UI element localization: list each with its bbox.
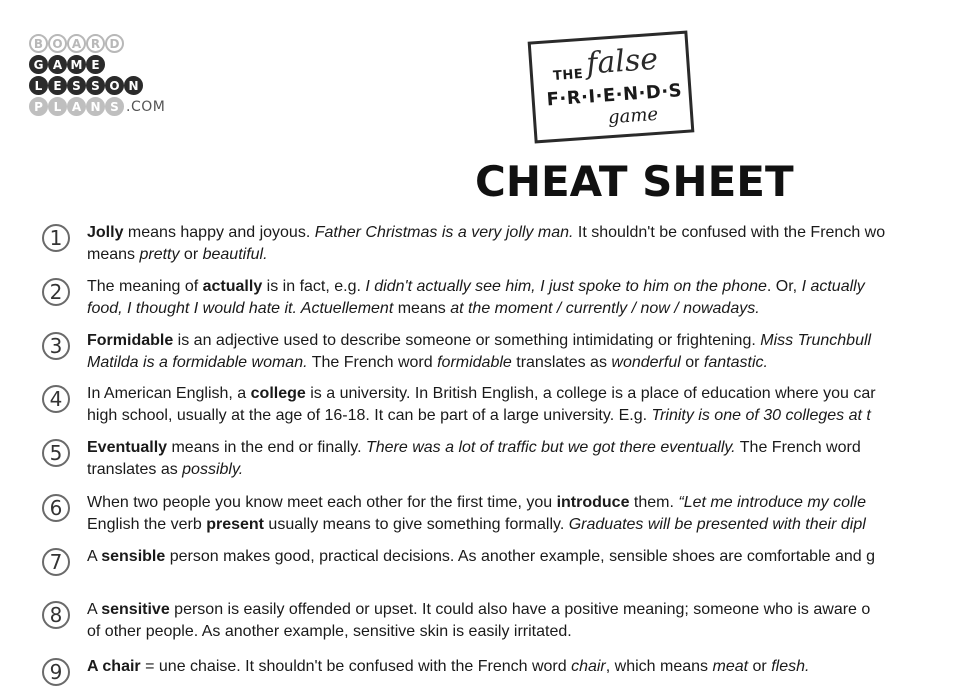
item-text-line xyxy=(87,222,976,244)
italic-example: flesh. xyxy=(771,658,810,675)
logo-letter-circle: A xyxy=(67,97,86,116)
item-number-badge: 5 xyxy=(42,439,70,467)
italic-example: Miss Trunchbull xyxy=(760,332,872,349)
italic-example: Father Christmas is a very jolly man. xyxy=(314,224,574,241)
item-text-line xyxy=(87,514,976,536)
item-text-line xyxy=(87,405,976,427)
item-text xyxy=(87,383,976,427)
item-text-line xyxy=(87,492,976,514)
italic-example: I actually xyxy=(801,278,865,295)
text-segment: When two people you know meet each other for the first time, you xyxy=(87,494,557,511)
text-segment: The French word xyxy=(735,439,861,456)
item-number-badge: 4 xyxy=(42,385,70,413)
item-text-line xyxy=(87,352,976,374)
logo-letter-circle: L xyxy=(48,97,67,116)
logo-letter-circle: L xyxy=(29,76,48,95)
item-text-line xyxy=(87,383,976,405)
item-number-badge: 6 xyxy=(42,494,70,522)
text-segment: A xyxy=(87,601,102,618)
text-segment: means xyxy=(87,246,140,263)
item-text-line xyxy=(87,244,976,266)
bold-term: sensitive xyxy=(101,601,170,618)
badge-the-text: THE xyxy=(552,66,584,84)
item-text-line xyxy=(87,437,976,459)
item-text xyxy=(87,599,976,643)
text-segment: is a university. In British English, a college is a place of education where you car xyxy=(305,385,876,402)
bold-term: Eventually xyxy=(87,439,168,456)
badge-game-text: game xyxy=(607,103,659,129)
bold-term: college xyxy=(250,385,306,402)
text-segment: translates as xyxy=(511,354,612,371)
logo-row-board xyxy=(29,33,165,54)
item-text xyxy=(87,276,976,320)
text-segment: or xyxy=(680,354,704,371)
logo-letter-circle: S xyxy=(67,76,86,95)
logo-letter-circle: S xyxy=(86,76,105,95)
text-segment: translates as xyxy=(87,461,183,478)
italic-example: I didn't actually see him, I just spoke to him on the phone xyxy=(365,278,767,295)
italic-example: “Let me introduce my colle xyxy=(678,494,867,511)
logo-letter-circle: G xyxy=(29,55,48,74)
item-text xyxy=(87,656,976,678)
item-text xyxy=(87,437,976,481)
text-segment: is in fact, e.g. xyxy=(262,278,366,295)
logo-letter-circle: A xyxy=(67,34,86,53)
text-segment: . Or, xyxy=(766,278,802,295)
item-text-line xyxy=(87,656,976,678)
board-game-lesson-plans-logo xyxy=(29,33,165,117)
item-text-line xyxy=(87,621,976,643)
text-segment: is an adjective used to describe someone or something intimidating or frightening. xyxy=(173,332,761,349)
logo-row-game xyxy=(29,54,165,75)
page-title: CHEAT SHEET xyxy=(475,157,794,206)
badge-false-text: false xyxy=(585,41,660,82)
text-segment: = une chaise. It shouldn't be confused with the French word xyxy=(140,658,572,675)
italic-example: There was a lot of traffic but we got there eventually. xyxy=(365,439,736,456)
logo-letter-circle: P xyxy=(29,97,48,116)
false-friends-game-badge xyxy=(528,31,695,144)
text-segment: means xyxy=(393,300,451,317)
logo-letter-circle: O xyxy=(105,76,124,95)
item-text-line xyxy=(87,459,976,481)
item-text-line xyxy=(87,546,976,568)
text-segment: person makes good, practical decisions. As another example, sensible shoes are comfortable and g xyxy=(165,548,875,565)
item-text-line xyxy=(87,330,976,352)
logo-letter-circle: B xyxy=(29,34,48,53)
item-text-line xyxy=(87,599,976,621)
italic-example: at the moment / currently / now / nowadays. xyxy=(450,300,760,317)
item-text xyxy=(87,546,976,568)
logo-letter-circle: N xyxy=(124,76,143,95)
text-segment: of other people. As another example, sensitive skin is easily irritated. xyxy=(87,623,572,640)
logo-letter-circle: E xyxy=(48,76,67,95)
text-segment: or xyxy=(179,246,203,263)
logo-letter-circle: A xyxy=(48,55,67,74)
italic-example: Trinity is one of 30 colleges at t xyxy=(651,407,871,424)
bold-term: actually xyxy=(202,278,263,295)
logo-letter-circle: O xyxy=(48,34,67,53)
italic-example: pretty xyxy=(139,246,180,263)
bold-term: Formidable xyxy=(87,332,174,349)
logo-letter-circle: E xyxy=(86,55,105,74)
bold-term: sensible xyxy=(101,548,166,565)
logo-letter-circle: R xyxy=(86,34,105,53)
item-text-line xyxy=(87,276,976,298)
italic-example: Graduates will be presented with their dipl xyxy=(568,516,866,533)
italic-example: meat xyxy=(712,658,749,675)
logo-domain-suffix: .COM xyxy=(126,98,166,115)
text-segment: English the verb xyxy=(87,516,207,533)
italic-example: beautiful. xyxy=(202,246,268,263)
item-number-badge: 9 xyxy=(42,658,70,686)
italic-example: fantastic. xyxy=(703,354,768,371)
italic-example: Matilda is a formidable woman. xyxy=(87,354,308,371)
item-text xyxy=(87,330,976,374)
text-segment: The meaning of xyxy=(87,278,203,295)
text-segment: usually means to give something formally. xyxy=(263,516,569,533)
text-segment: In American English, a xyxy=(87,385,251,402)
item-number-badge: 3 xyxy=(42,332,70,360)
logo-letter-circle: N xyxy=(86,97,105,116)
text-segment: high school, usually at the age of 16-18. It can be part of a large university. E.g. xyxy=(87,407,652,424)
logo-letter-circle: M xyxy=(67,55,86,74)
text-segment: It shouldn't be confused with the French wo xyxy=(573,224,886,241)
item-number-badge: 8 xyxy=(42,601,70,629)
logo-row-lesson xyxy=(29,75,165,96)
text-segment: means in the end or finally. xyxy=(167,439,366,456)
logo-letter-circle: S xyxy=(105,97,124,116)
item-text xyxy=(87,492,976,536)
italic-example: possibly. xyxy=(182,461,244,478)
logo-letter-circle: D xyxy=(105,34,124,53)
item-text xyxy=(87,222,976,266)
bold-term: A chair xyxy=(87,658,141,675)
bold-term: introduce xyxy=(556,494,630,511)
text-segment: A xyxy=(87,548,102,565)
text-segment: means happy and joyous. xyxy=(123,224,315,241)
item-text-line xyxy=(87,298,976,320)
item-number-badge: 1 xyxy=(42,224,70,252)
italic-example: food, I thought I would hate it. Actuellement xyxy=(87,300,394,317)
text-segment: , which means xyxy=(605,658,713,675)
text-segment: them. xyxy=(629,494,679,511)
item-number-badge: 7 xyxy=(42,548,70,576)
bold-term: present xyxy=(206,516,264,533)
text-segment: The French word xyxy=(307,354,438,371)
badge-friends-text: F·R·I·E·N·D·S xyxy=(546,80,683,111)
bold-term: Jolly xyxy=(87,224,124,241)
italic-example: formidable xyxy=(437,354,512,371)
italic-example: wonderful xyxy=(611,354,681,371)
text-segment: or xyxy=(748,658,772,675)
text-segment: person is easily offended or upset. It could also have a positive meaning; someone who is aware o xyxy=(169,601,871,618)
item-number-badge: 2 xyxy=(42,278,70,306)
italic-example: chair xyxy=(571,658,606,675)
logo-row-plans xyxy=(29,96,165,117)
